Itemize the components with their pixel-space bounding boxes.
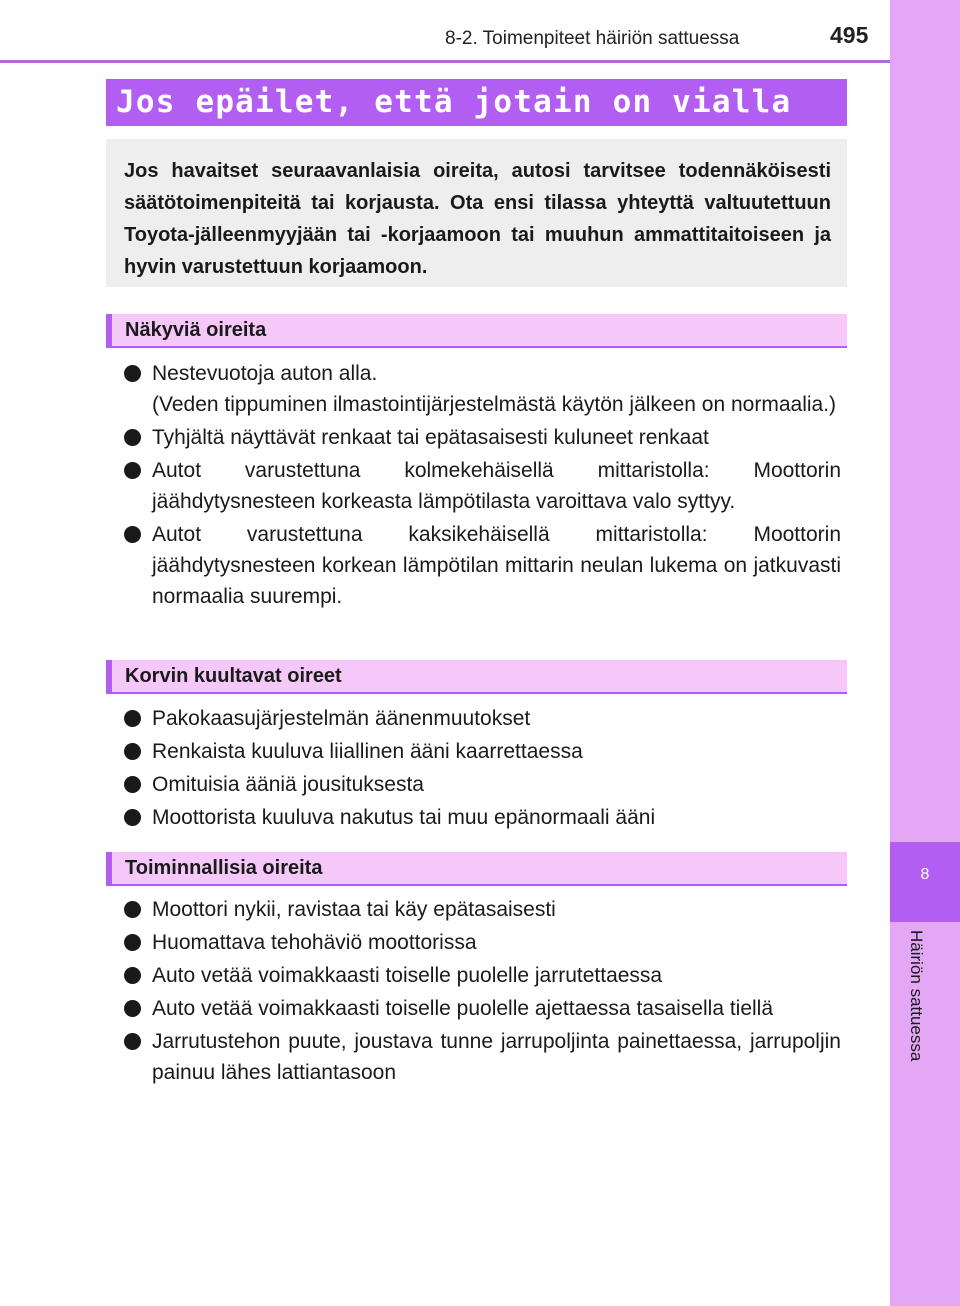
list-item bbox=[124, 1026, 841, 1088]
list-item-text: Auto vetää voimakkaasti toiselle puolelle jarrutettaessa bbox=[152, 964, 663, 987]
bullet-list-functional bbox=[124, 894, 841, 1090]
bullet-list-audible bbox=[124, 703, 841, 835]
bullet-icon bbox=[124, 365, 141, 382]
list-item bbox=[124, 769, 841, 800]
bullet-list-visible bbox=[124, 358, 841, 614]
list-item-text: Omituisia ääniä jousituksesta bbox=[152, 773, 424, 796]
bullet-icon bbox=[124, 776, 141, 793]
section-heading: Toiminnallisia oireita bbox=[125, 857, 323, 879]
chapter-label: Häiriön sattuessa bbox=[907, 930, 926, 1062]
bullet-icon bbox=[124, 462, 141, 479]
bullet-icon bbox=[124, 1033, 141, 1050]
list-item bbox=[124, 802, 841, 833]
list-item-text: Moottorista kuuluva nakutus tai muu epänormaali ääni bbox=[152, 806, 656, 829]
page-number: 495 bbox=[830, 22, 869, 48]
chapter-number: 8 bbox=[920, 866, 930, 883]
bullet-icon bbox=[124, 526, 141, 543]
page-title: Jos epäilet, että jotain on vialla bbox=[116, 84, 792, 120]
bullet-icon bbox=[124, 934, 141, 951]
bullet-icon bbox=[124, 1000, 141, 1017]
section-header-visible bbox=[106, 314, 847, 348]
section-heading: Korvin kuultavat oireet bbox=[125, 665, 342, 687]
bullet-icon bbox=[124, 967, 141, 984]
list-item bbox=[124, 894, 841, 925]
list-item bbox=[124, 519, 841, 612]
list-item bbox=[124, 455, 841, 517]
list-item bbox=[124, 358, 841, 420]
list-item-text: Tyhjältä näyttävät renkaat tai epätasaisesti kuluneet renkaat bbox=[152, 426, 709, 449]
section-heading: Näkyviä oireita bbox=[125, 319, 267, 341]
list-item bbox=[124, 422, 841, 453]
intro-text: Jos havaitset seuraavanlaisia oireita, autosi tarvitsee todennäköisesti säätötoimenpiteitä tai korjausta. Ota ensi tilassa yhteyttä valtuutettuun Toyota-jälleenmyyjään tai -korjaamoon tai muuhun ammattitaitoiseen ja hyvin varustettuun korjaamoon. bbox=[124, 160, 831, 278]
list-item-text: Moottori nykii, ravistaa tai käy epätasaisesti bbox=[152, 898, 556, 921]
list-item-text: Auto vetää voimakkaasti toiselle puolelle ajettaessa tasaisella tiellä bbox=[152, 997, 774, 1020]
bullet-icon bbox=[124, 809, 141, 826]
list-item bbox=[124, 703, 841, 734]
list-item-text: Autot varustettuna kaksikehäisellä mittaristolla: Moottorin jäähdytysnesteen korkean lämpötilan mittarin neulan lukema on jatkuvasti normaalia suurempi. bbox=[152, 523, 841, 608]
list-item bbox=[124, 927, 841, 958]
list-item-note: (Veden tippuminen ilmastointijärjestelmästä käytön jälkeen on normaalia.) bbox=[152, 393, 837, 416]
list-item-text: Autot varustettuna kolmekehäisellä mittaristolla: Moottorin jäähdytysnesteen korkeasta lämpötilasta varoittava valo syttyy. bbox=[152, 459, 841, 513]
list-item-text: Nestevuotoja auton alla. bbox=[152, 362, 378, 385]
section-header-audible bbox=[106, 660, 847, 694]
bullet-icon bbox=[124, 429, 141, 446]
list-item-text: Renkaista kuuluva liiallinen ääni kaarrettaessa bbox=[152, 740, 583, 763]
chapter-side-tab bbox=[890, 0, 960, 1306]
list-item-text: Pakokaasujärjestelmän äänenmuutokset bbox=[152, 707, 531, 730]
bullet-icon bbox=[124, 710, 141, 727]
header-section-title: 8-2. Toimenpiteet häiriön sattuessa bbox=[445, 28, 740, 49]
section-header-functional bbox=[106, 852, 847, 886]
header-divider bbox=[0, 60, 890, 63]
bullet-icon bbox=[124, 901, 141, 918]
list-item bbox=[124, 960, 841, 991]
list-item-text: Jarrutustehon puute, joustava tunne jarrupoljinta painettaessa, jarrupoljin painuu lähes lattiantasoon bbox=[152, 1030, 841, 1084]
list-item bbox=[124, 993, 841, 1024]
list-item bbox=[124, 736, 841, 767]
list-item-text: Huomattava tehohäviö moottorissa bbox=[152, 931, 477, 954]
bullet-icon bbox=[124, 743, 141, 760]
